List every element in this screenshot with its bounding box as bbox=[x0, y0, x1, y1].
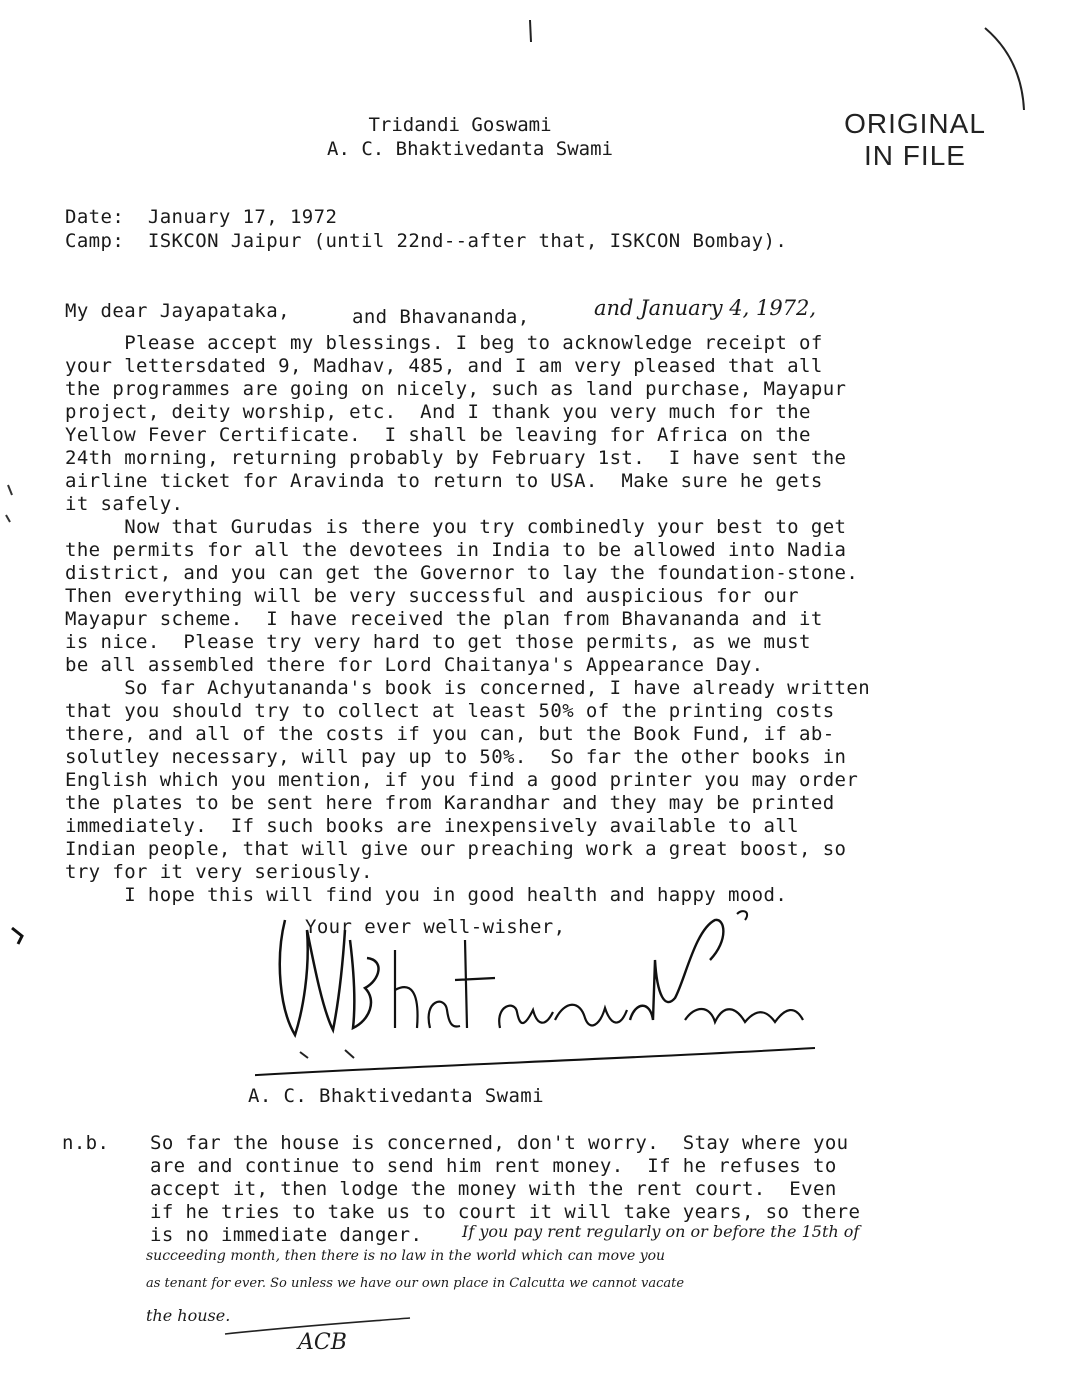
nb-line: if he tries to take us to court it will take years, so there bbox=[150, 1201, 861, 1223]
typed-signature-name: A. C. Bhaktivedanta Swami bbox=[248, 1085, 544, 1107]
body-line: airline ticket for Aravinda to return to USA. Make sure he gets bbox=[65, 470, 823, 492]
body-line: there, and all of the costs if you can, but the Book Fund, if ab- bbox=[65, 723, 835, 745]
nb-handwritten-line: as tenant for ever. So unless we have our own place in Calcutta we cannot vacate bbox=[146, 1276, 685, 1291]
body-line: Mayapur scheme. I have received the plan from Bhavananda and it bbox=[65, 608, 823, 630]
signature-scrawl bbox=[255, 900, 815, 1090]
body-line: project, deity worship, etc. And I thank you very much for the bbox=[65, 401, 811, 423]
nb-line: accept it, then lodge the money with the rent court. Even bbox=[150, 1178, 837, 1200]
salutation-handwritten: and January 4, 1972, bbox=[594, 296, 817, 320]
body-line: the permits for all the devotees in India to be allowed into Nadia bbox=[65, 539, 847, 561]
body-line: Indian people, that will give our preaching work a great boost, so bbox=[65, 838, 847, 860]
body-line: be all assembled there for Lord Chaitanya's Appearance Day. bbox=[65, 654, 764, 676]
body-line: So far Achyutananda's book is concerned, I have already written bbox=[65, 677, 871, 699]
camp-line: Camp: ISKCON Jaipur (until 22nd--after that, ISKCON Bombay). bbox=[65, 230, 788, 252]
body-line: it safely. bbox=[65, 493, 184, 515]
stamp-line-2: IN FILE bbox=[864, 140, 966, 171]
body-line: 24th morning, returning probably by February 1st. I have sent the bbox=[65, 447, 847, 469]
body-line: immediately. If such books are inexpensively available to all bbox=[65, 815, 800, 837]
body-line: is nice. Please try very hard to get those permits, as we must bbox=[65, 631, 811, 653]
nb-handwritten-line: the house. bbox=[146, 1306, 231, 1325]
nb-label: n.b. bbox=[62, 1132, 110, 1154]
nb-handwritten-line: If you pay rent regularly on or before the 15th of bbox=[462, 1222, 860, 1241]
salutation-typed-2: and Bhavananda, bbox=[352, 306, 530, 328]
body-line: the programmes are going on nicely, such as land purchase, Mayapur bbox=[65, 378, 847, 400]
nb-line: So far the house is concerned, don't worry. Stay where you bbox=[150, 1132, 849, 1154]
nb-line: is no immediate danger. bbox=[150, 1224, 423, 1246]
body-line: Then everything will be very successful and auspicious for our bbox=[65, 585, 800, 607]
salutation-typed: My dear Jayapataka, bbox=[65, 300, 290, 322]
body-line: that you should try to collect at least 50% of the printing costs bbox=[65, 700, 835, 722]
body-line: Yellow Fever Certificate. I shall be leaving for Africa on the bbox=[65, 424, 811, 446]
letterhead-line-1: Tridandi Goswami bbox=[368, 114, 552, 136]
body-line: Please accept my blessings. I beg to acknowledge receipt of bbox=[65, 332, 823, 354]
body-line: English which you mention, if you find a good printer you may order bbox=[65, 769, 859, 791]
original-in-file-stamp bbox=[840, 108, 990, 172]
letterhead-line-2: A. C. Bhaktivedanta Swami bbox=[327, 138, 613, 160]
body-line: solutley necessary, will pay up to 50%. So far the other books in bbox=[65, 746, 847, 768]
body-line: district, and you can get the Governor to lay the foundation-stone. bbox=[65, 562, 859, 584]
date-line: Date: January 17, 1972 bbox=[65, 206, 338, 228]
body-line: your lettersdated 9, Madhav, 485, and I am very pleased that all bbox=[65, 355, 823, 377]
body-line: try for it very seriously. bbox=[65, 861, 373, 883]
stamp-line-1: ORIGINAL bbox=[844, 108, 986, 139]
nb-handwritten-line: succeeding month, then there is no law in the world which can move you bbox=[146, 1248, 666, 1264]
body-line: Now that Gurudas is there you try combinedly your best to get bbox=[65, 516, 847, 538]
body-line: I hope this will find you in good health and happy mood. bbox=[65, 884, 788, 906]
nb-line: are and continue to send him rent money. If he refuses to bbox=[150, 1155, 837, 1177]
valediction: Your ever well-wisher, bbox=[305, 916, 566, 938]
body-line: the plates to be sent here from Karandhar and they may be printed bbox=[65, 792, 835, 814]
nb-initials: ACB bbox=[298, 1330, 347, 1355]
